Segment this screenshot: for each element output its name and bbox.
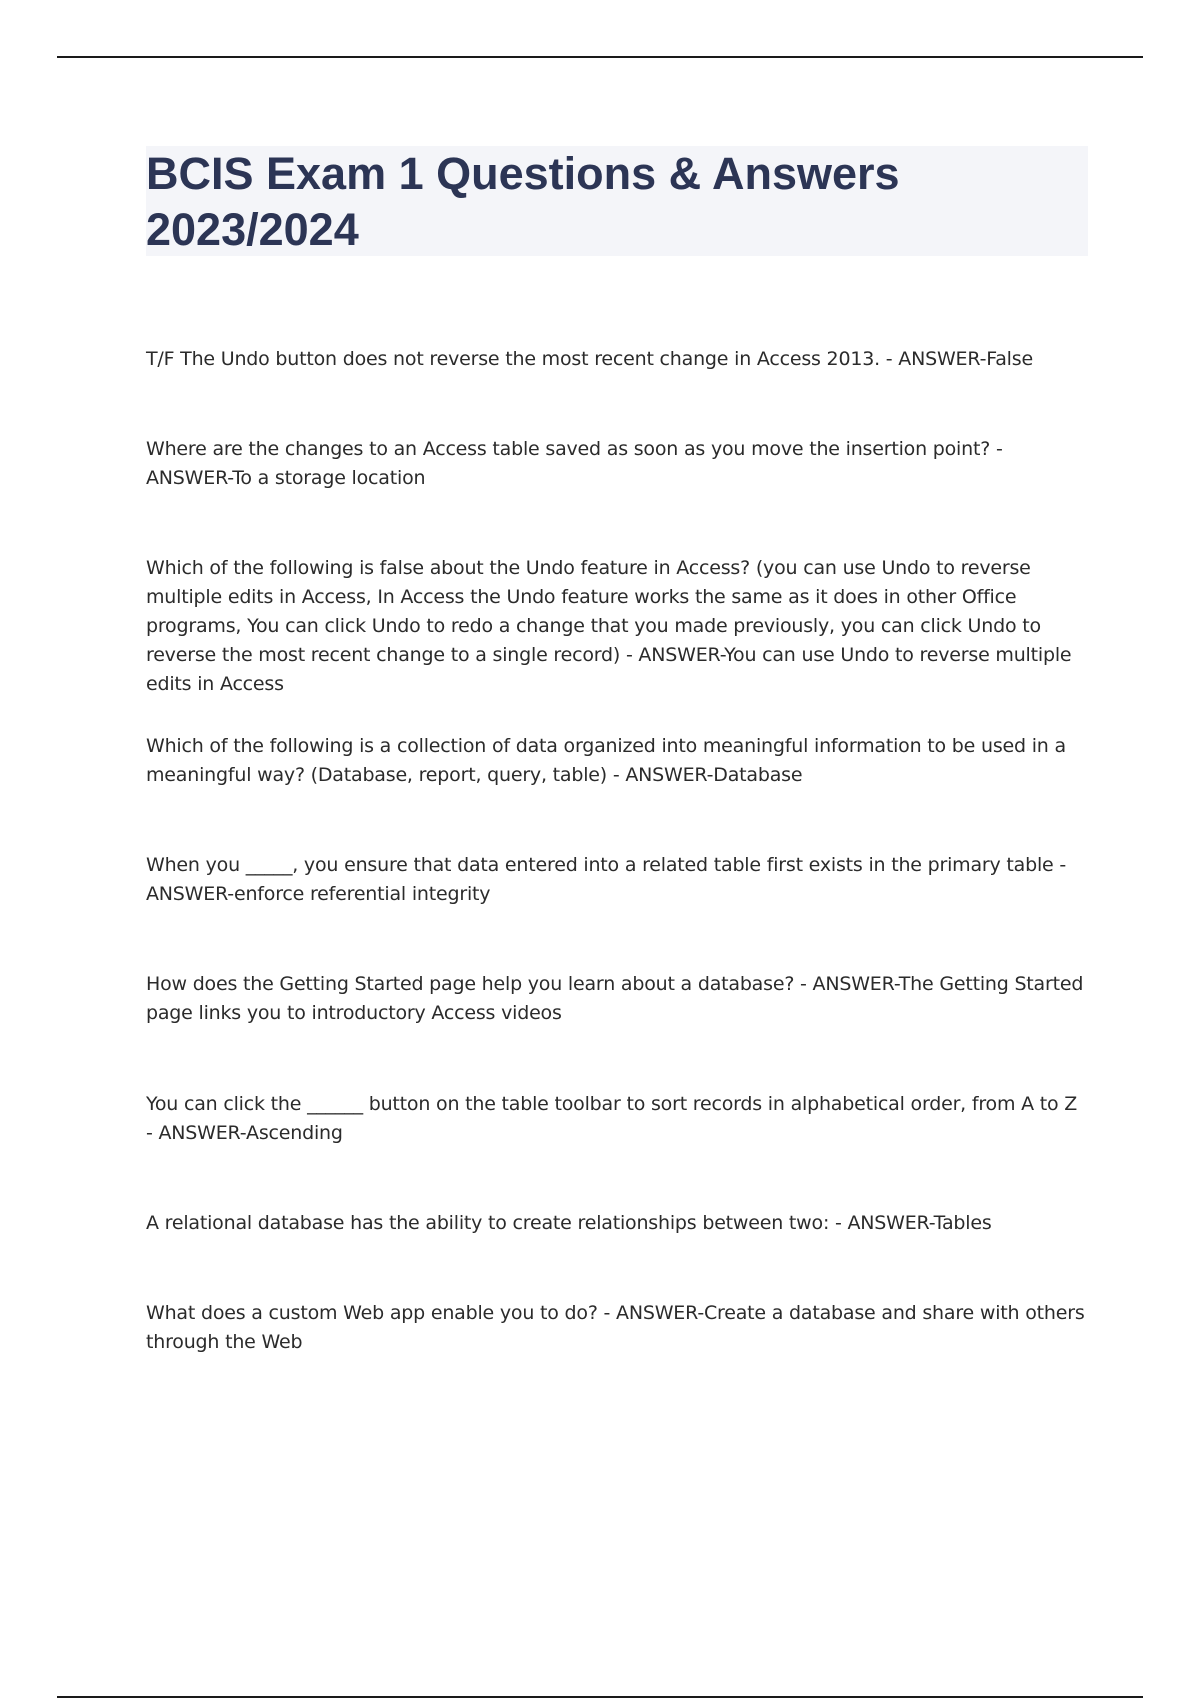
bottom-rule xyxy=(57,1696,1143,1698)
page-title: BCIS Exam 1 Questions & Answers 2023/2024 xyxy=(146,148,900,255)
qa-item-3: Which of the following is false about the Undo feature in Access? (you can use Undo to reverse multiple edits in Access, In Access the Undo feature works the same as it does in other Office programs, You can click Undo to redo a change that you made previously, you can click Undo to reverse the most recent change to a single record) - ANSWER-You can use Undo to reverse multiple edits in Access xyxy=(146,557,1072,695)
title-banner xyxy=(146,146,1088,256)
qa-item-5: When you _____, you ensure that data entered into a related table first exists in the primary table - ANSWER-enforce referential integrity xyxy=(146,854,1067,905)
qa-item-2: Where are the changes to an Access table saved as soon as you move the insertion point? - ANSWER-To a storage location xyxy=(146,438,1003,489)
qa-item-6: How does the Getting Started page help you learn about a database? - ANSWER-The Getting Started page links you to introductory Access videos xyxy=(146,973,1084,1024)
qa-item-9: What does a custom Web app enable you to do? - ANSWER-Create a database and share with others through the Web xyxy=(146,1302,1085,1353)
qa-item-8: A relational database has the ability to create relationships between two: - ANSWER-Tables xyxy=(146,1212,992,1234)
top-rule xyxy=(57,56,1143,58)
qa-item-4: Which of the following is a collection of data organized into meaningful information to be used in a meaningful way? (Database, report, query, table) - ANSWER-Database xyxy=(146,735,1066,786)
qa-item-7: You can click the ______ button on the table toolbar to sort records in alphabetical order, from A to Z - ANSWER-Ascending xyxy=(146,1093,1078,1144)
qa-item-1: T/F The Undo button does not reverse the most recent change in Access 2013. - ANSWER-False xyxy=(146,348,1033,370)
